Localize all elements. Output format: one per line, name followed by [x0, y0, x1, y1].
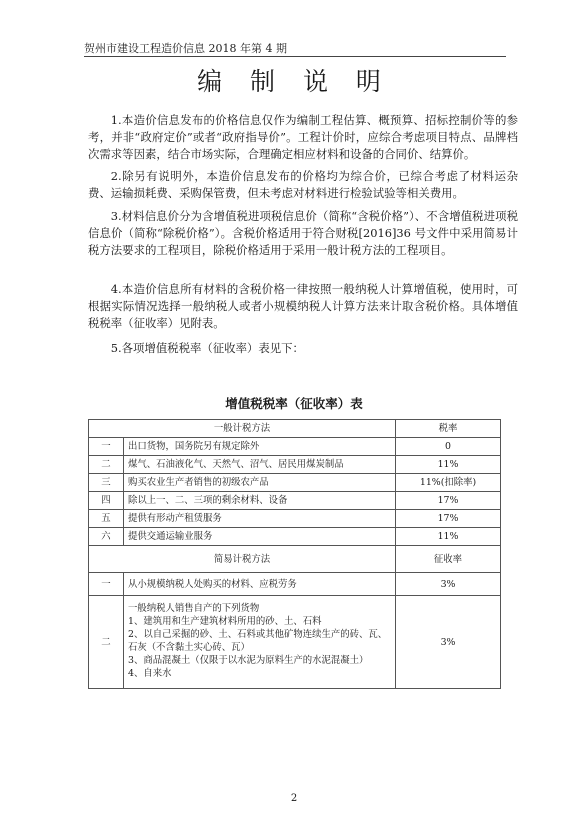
table-title: 增值税税率（征收率）表	[225, 396, 363, 411]
row-description: 出口货物，国务院另有规定除外	[124, 438, 396, 456]
row-description: 购买农业生产者销售的初级农产品	[124, 474, 396, 492]
row-number: 六	[89, 528, 124, 546]
table-header-row	[89, 420, 501, 438]
row-description: 从小规模纳税人处购买的材料、应税劳务	[124, 573, 396, 596]
general-method-header: 一般计税方法	[89, 420, 396, 438]
row-number: 五	[89, 510, 124, 528]
row-rate: 11%	[396, 456, 501, 474]
levy-rate-column-header: 征收率	[396, 546, 501, 573]
row-number: 三	[89, 474, 124, 492]
simple-section-header-row	[89, 546, 501, 573]
paragraph-1: 1.本造价信息发布的价格信息仅作为编制工程估算、概预算、招标控制价等的参考，并非“政府定价”或者“政府指导价”。工程计价时，应综合考虑项目特点、品牌档次需求等因素，结合市场实际，合理确定相应材料和设备的合同价、结算价。	[88, 113, 518, 161]
row-description: 除以上一、二、三项的剩余材料、设备	[124, 492, 396, 510]
vat-rate-table	[88, 419, 501, 689]
row-number: 二	[89, 596, 124, 689]
row-number: 一	[89, 573, 124, 596]
page-title: 编 制 说 明	[197, 67, 391, 96]
row-rate: 11%(扣除率)	[396, 474, 501, 492]
document-header: 贺州市建设工程造价信息 2018 年第 4 期	[84, 42, 287, 55]
row-rate: 11%	[396, 528, 501, 546]
goods-list-item: 4、自来水	[128, 668, 172, 679]
row-rate: 3%	[396, 596, 501, 689]
goods-list-item: 2、以自己采掘的砂、土、石料或其他矿物连续生产的砖、瓦、石灰（不含黏土实心砖、瓦）	[128, 629, 388, 653]
paragraph-4: 4.本造价信息所有材料的含税价格一律按照一般纳税人计算增值税，使用时，可根据实际情况选择一般纳税人或者小规模纳税人计算方法来计取含税价格。具体增值税税率（征收率）见附表。	[88, 282, 518, 330]
row-description: 提供交通运输业服务	[124, 528, 396, 546]
row-number: 二	[89, 456, 124, 474]
row-rate: 17%	[396, 492, 501, 510]
table-row	[89, 474, 501, 492]
table-row	[89, 596, 501, 689]
row-description: 煤气、石油液化气、天然气、沼气、居民用煤炭制品	[124, 456, 396, 474]
table-row	[89, 510, 501, 528]
row-number: 一	[89, 438, 124, 456]
row-rate: 0	[396, 438, 501, 456]
row-number: 四	[89, 492, 124, 510]
table-row	[89, 456, 501, 474]
row-description: 提供有形动产租赁服务	[124, 510, 396, 528]
goods-list-item: 1、建筑用和生产建筑材料所用的砂、土、石料	[128, 616, 322, 627]
row-description	[124, 596, 396, 689]
table-row	[89, 438, 501, 456]
table-row	[89, 573, 501, 596]
paragraph-3: 3.材料信息价分为含增值税进项税信息价（简称“含税价格”）、不含增值税进项税信息价（简称“除税价格”）。含税价格适用于符合财税[2016]36 号文件中采用简易计税方法要求的工程项目，除税价格适用于采用一般计税方法的工程项目。	[88, 209, 518, 257]
simple-method-header: 简易计税方法	[89, 546, 396, 573]
rate-column-header: 税率	[396, 420, 501, 438]
goods-list-item: 3、商品混凝土（仅限于以水泥为原料生产的水泥混凝土）	[128, 655, 369, 666]
paragraph-2: 2.除另有说明外，本造价信息发布的价格均为综合价，已综合考虑了材料运杂费、运输损耗费、采购保管费，但未考虑对材料进行检验试验等相关费用。	[88, 169, 518, 200]
table-row	[89, 492, 501, 510]
table-row	[89, 528, 501, 546]
goods-list-intro: 一般纳税人销售自产的下列货物	[128, 603, 260, 614]
row-rate: 17%	[396, 510, 501, 528]
paragraph-5: 5.各项增值税税率（征收率）表见下：	[110, 341, 304, 355]
row-rate: 3%	[396, 573, 501, 596]
page-number: 2	[290, 793, 298, 804]
header-rule	[84, 56, 506, 57]
